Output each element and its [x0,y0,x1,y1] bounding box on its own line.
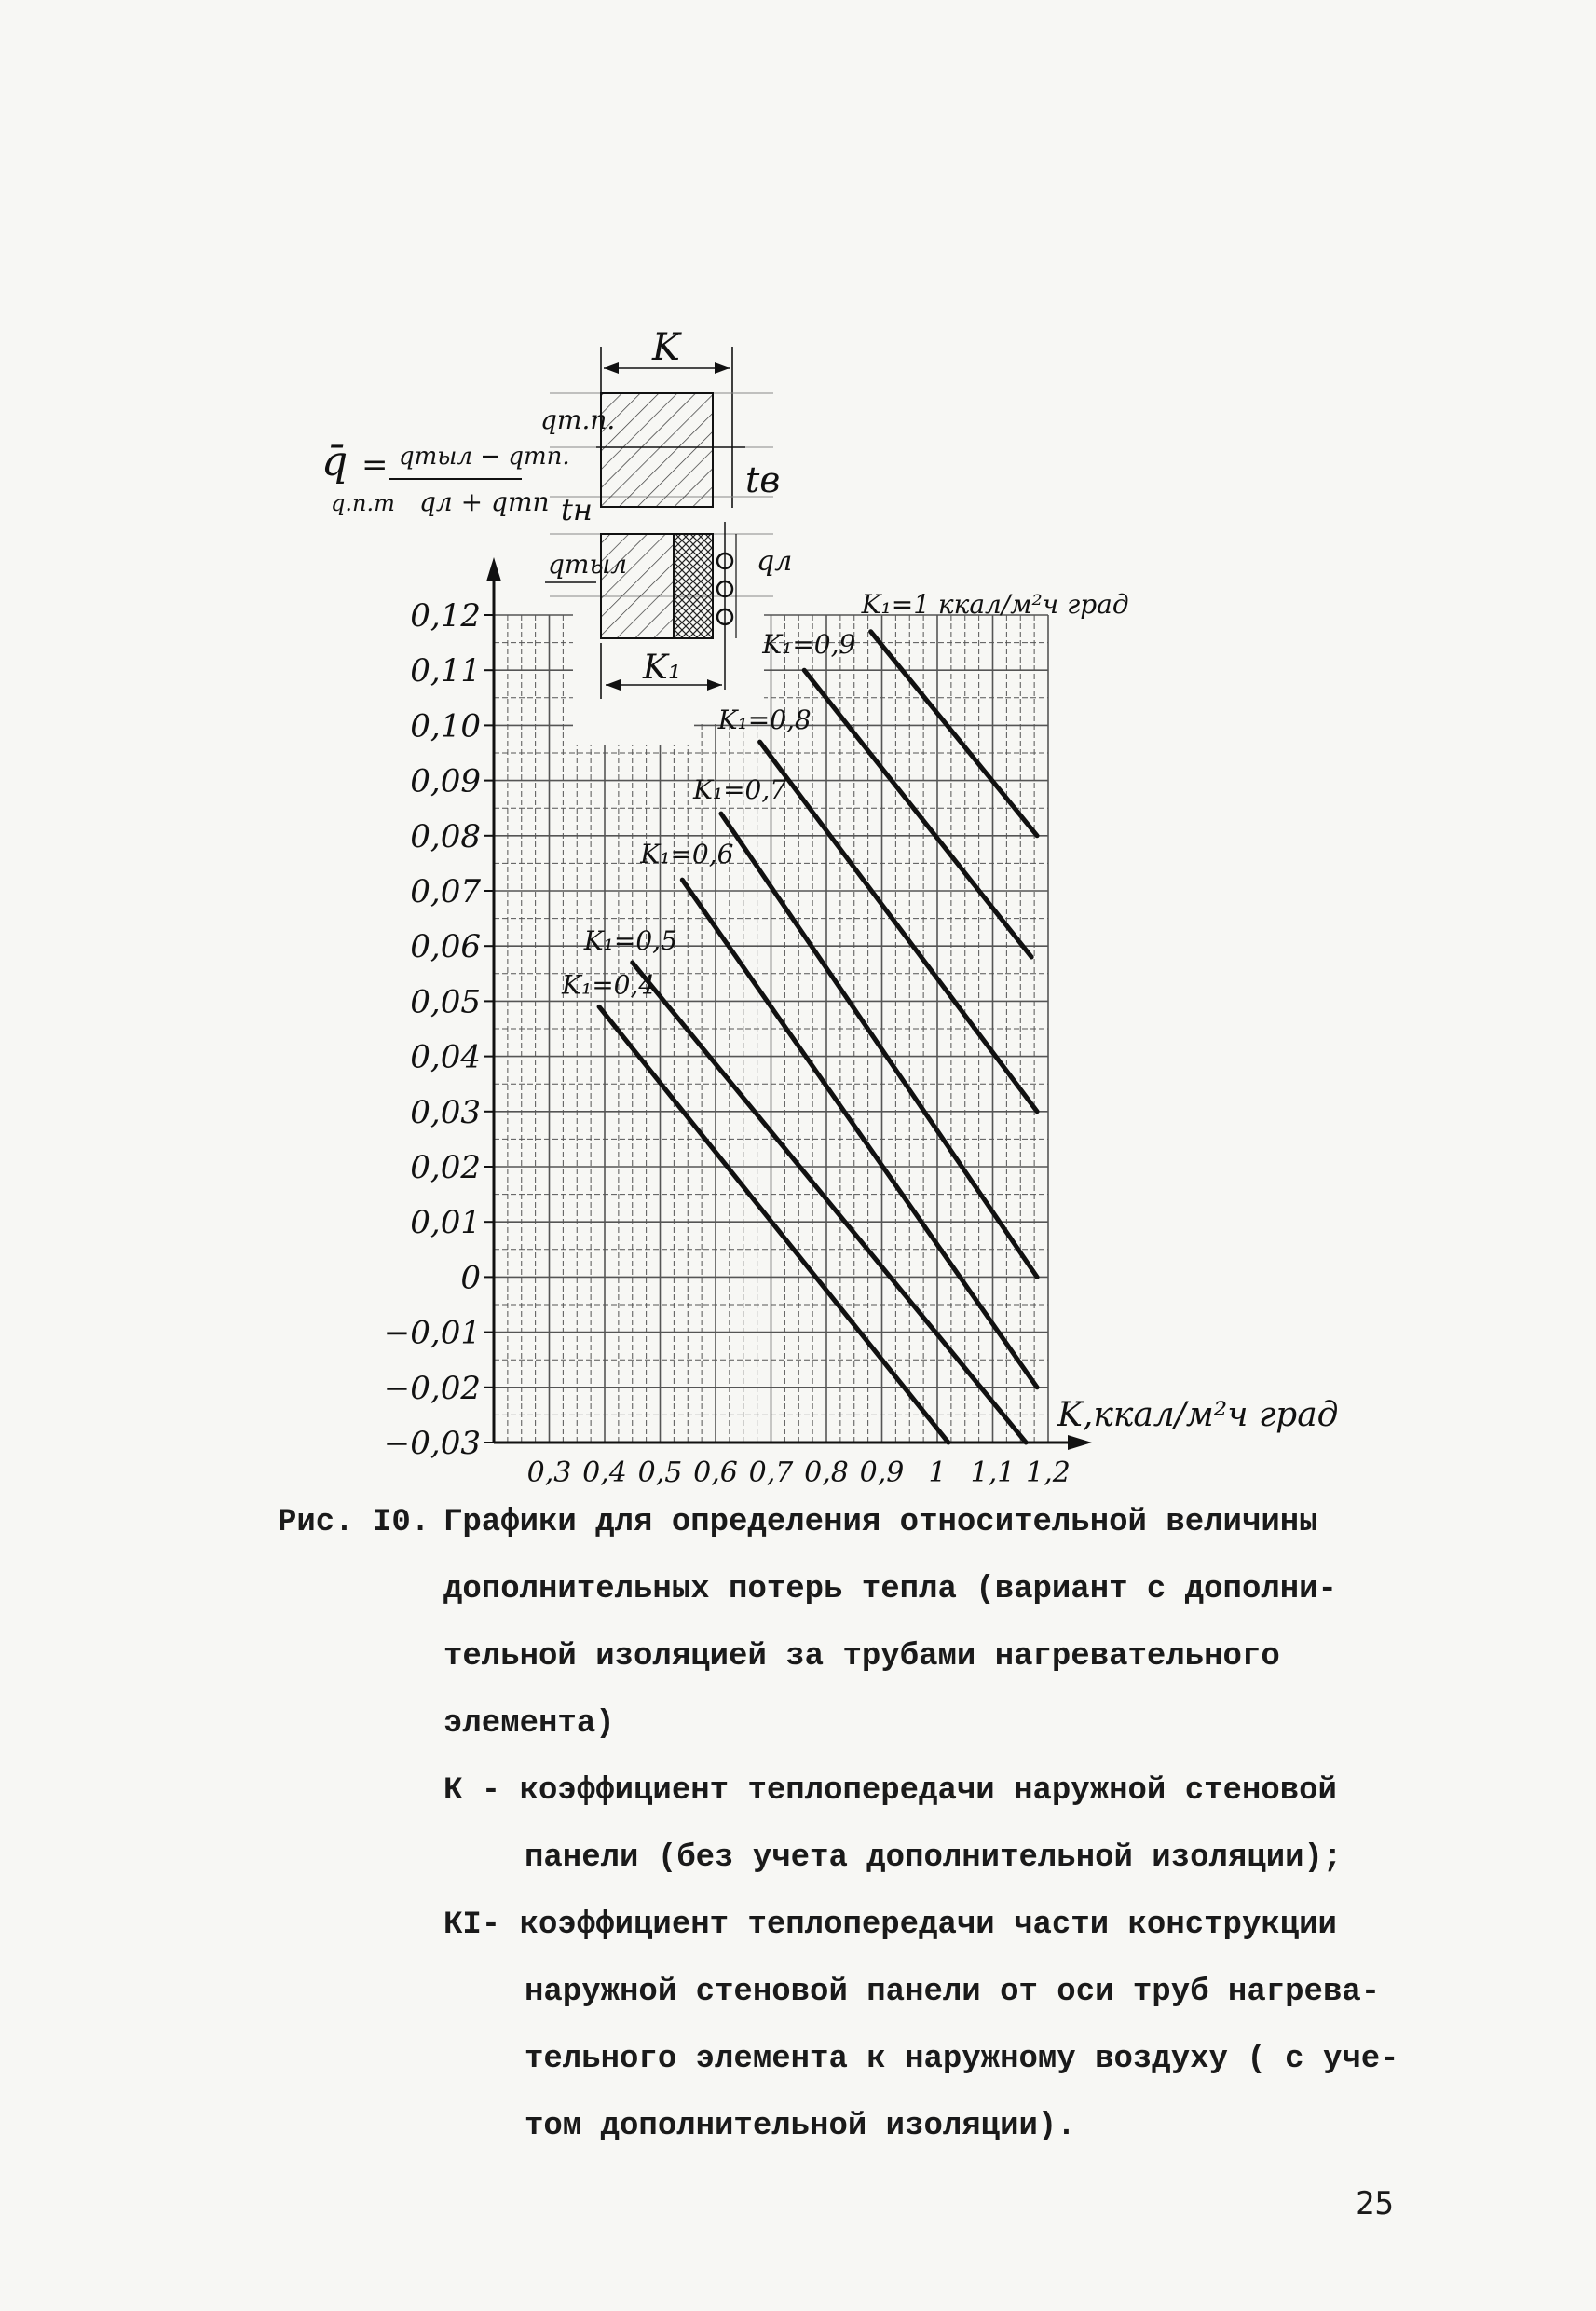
formula-denominator: qл + qтп [419,486,550,517]
caption-lead: Рис. I0. [278,1505,430,1540]
legend-k1-cont: том дополнительной изоляции). [525,2109,1076,2144]
t-v-label: tв [745,459,781,500]
caption-line: элемента) [443,1706,615,1742]
formula-lhs-sub: q.п.т [331,490,395,516]
x-tick-label: 0,4 [582,1456,627,1489]
y-tick-label: 0,09 [410,762,481,800]
x-tick-label: 0,6 [693,1456,738,1489]
y-axis-arrow [486,557,501,581]
y-tick-label: 0,10 [410,707,481,745]
k1-dimension-label: K₁ [643,649,682,687]
y-tick-label: −0,03 [383,1425,481,1462]
q-l-label: qл [757,545,793,578]
grid-notch [573,718,694,745]
x-tick-label: 0,3 [526,1456,572,1489]
series-line [682,880,1037,1388]
x-tick-label: 0,8 [804,1456,849,1489]
y-tick-label: 0,04 [410,1038,481,1076]
k-dimension-label: K [652,326,680,369]
q-tp-label: qт.п. [540,404,616,435]
legend-k1-cont: тельного элемента к наружному воздуху ( с уче- [525,2042,1399,2077]
series-label: K₁=0,5 [583,924,677,956]
series-label: K₁=0,4 [562,969,656,1001]
formula-numerator: qтыл − qтп. [399,443,570,471]
series-line [633,963,1026,1443]
y-tick-label: 0,03 [410,1093,481,1131]
y-tick-label: 0,06 [410,928,481,966]
x-tick-label: 1,2 [1026,1456,1071,1489]
y-tick-label: −0,01 [383,1314,481,1352]
y-tick-label: 0,07 [410,873,481,910]
y-tick-label: 0,01 [410,1204,481,1242]
x-axis-label: K,ккал/м²ч град [1057,1396,1339,1434]
legend-k1-cont: наружной стеновой панели от оси труб нагрева- [525,1975,1381,2010]
x-tick-label: 1 [928,1456,947,1489]
series-label: K₁=0,6 [640,839,734,870]
x-tick-label: 0,5 [637,1456,683,1489]
formula [321,438,570,517]
q-tyl-label: qтыл [548,549,628,580]
formula-lhs: q̄ [321,438,348,485]
y-tick-label: 0,12 [410,597,481,635]
y-tick-label: 0,02 [410,1149,481,1186]
series-label: K₁=0,8 [717,704,812,736]
caption-line: дополнительных потерь тепла (вариант с дополни- [443,1572,1337,1607]
legend-k: К - коэффициент теплопередачи наружной стеновой [443,1773,1337,1809]
x-tick-label: 0,7 [748,1456,794,1489]
y-tick-label: −0,02 [383,1369,481,1407]
series-label: K₁=0,9 [762,629,856,661]
y-tick-label: 0,08 [410,817,481,855]
page-number: 25 [1356,2185,1394,2222]
legend-k-cont: панели (без учета дополнительной изоляции); [525,1840,1343,1876]
caption-body [443,1489,1375,1757]
x-axis-arrow [1068,1435,1092,1450]
y-tick-label: 0,05 [410,983,481,1021]
x-tick-label: 1,1 [970,1456,1016,1489]
x-tick-label: 0,9 [859,1456,905,1489]
y-tick-label: 0,11 [410,652,481,691]
series-label: K₁=0,7 [692,774,787,806]
y-tick-label: 0 [460,1259,481,1297]
series-label: K₁=1 ккал/м²ч град [861,588,1129,620]
legend-k1: КI- коэффициент теплопередачи части конструкции [443,1908,1337,1943]
series-line [804,670,1031,957]
svg-text:=: = [361,446,389,484]
t-n-label: tн [561,492,593,527]
caption-line: тельной изоляцией за трубами нагревательного [443,1639,1280,1675]
caption-line: Графики для определения относительной величины [443,1505,1318,1540]
